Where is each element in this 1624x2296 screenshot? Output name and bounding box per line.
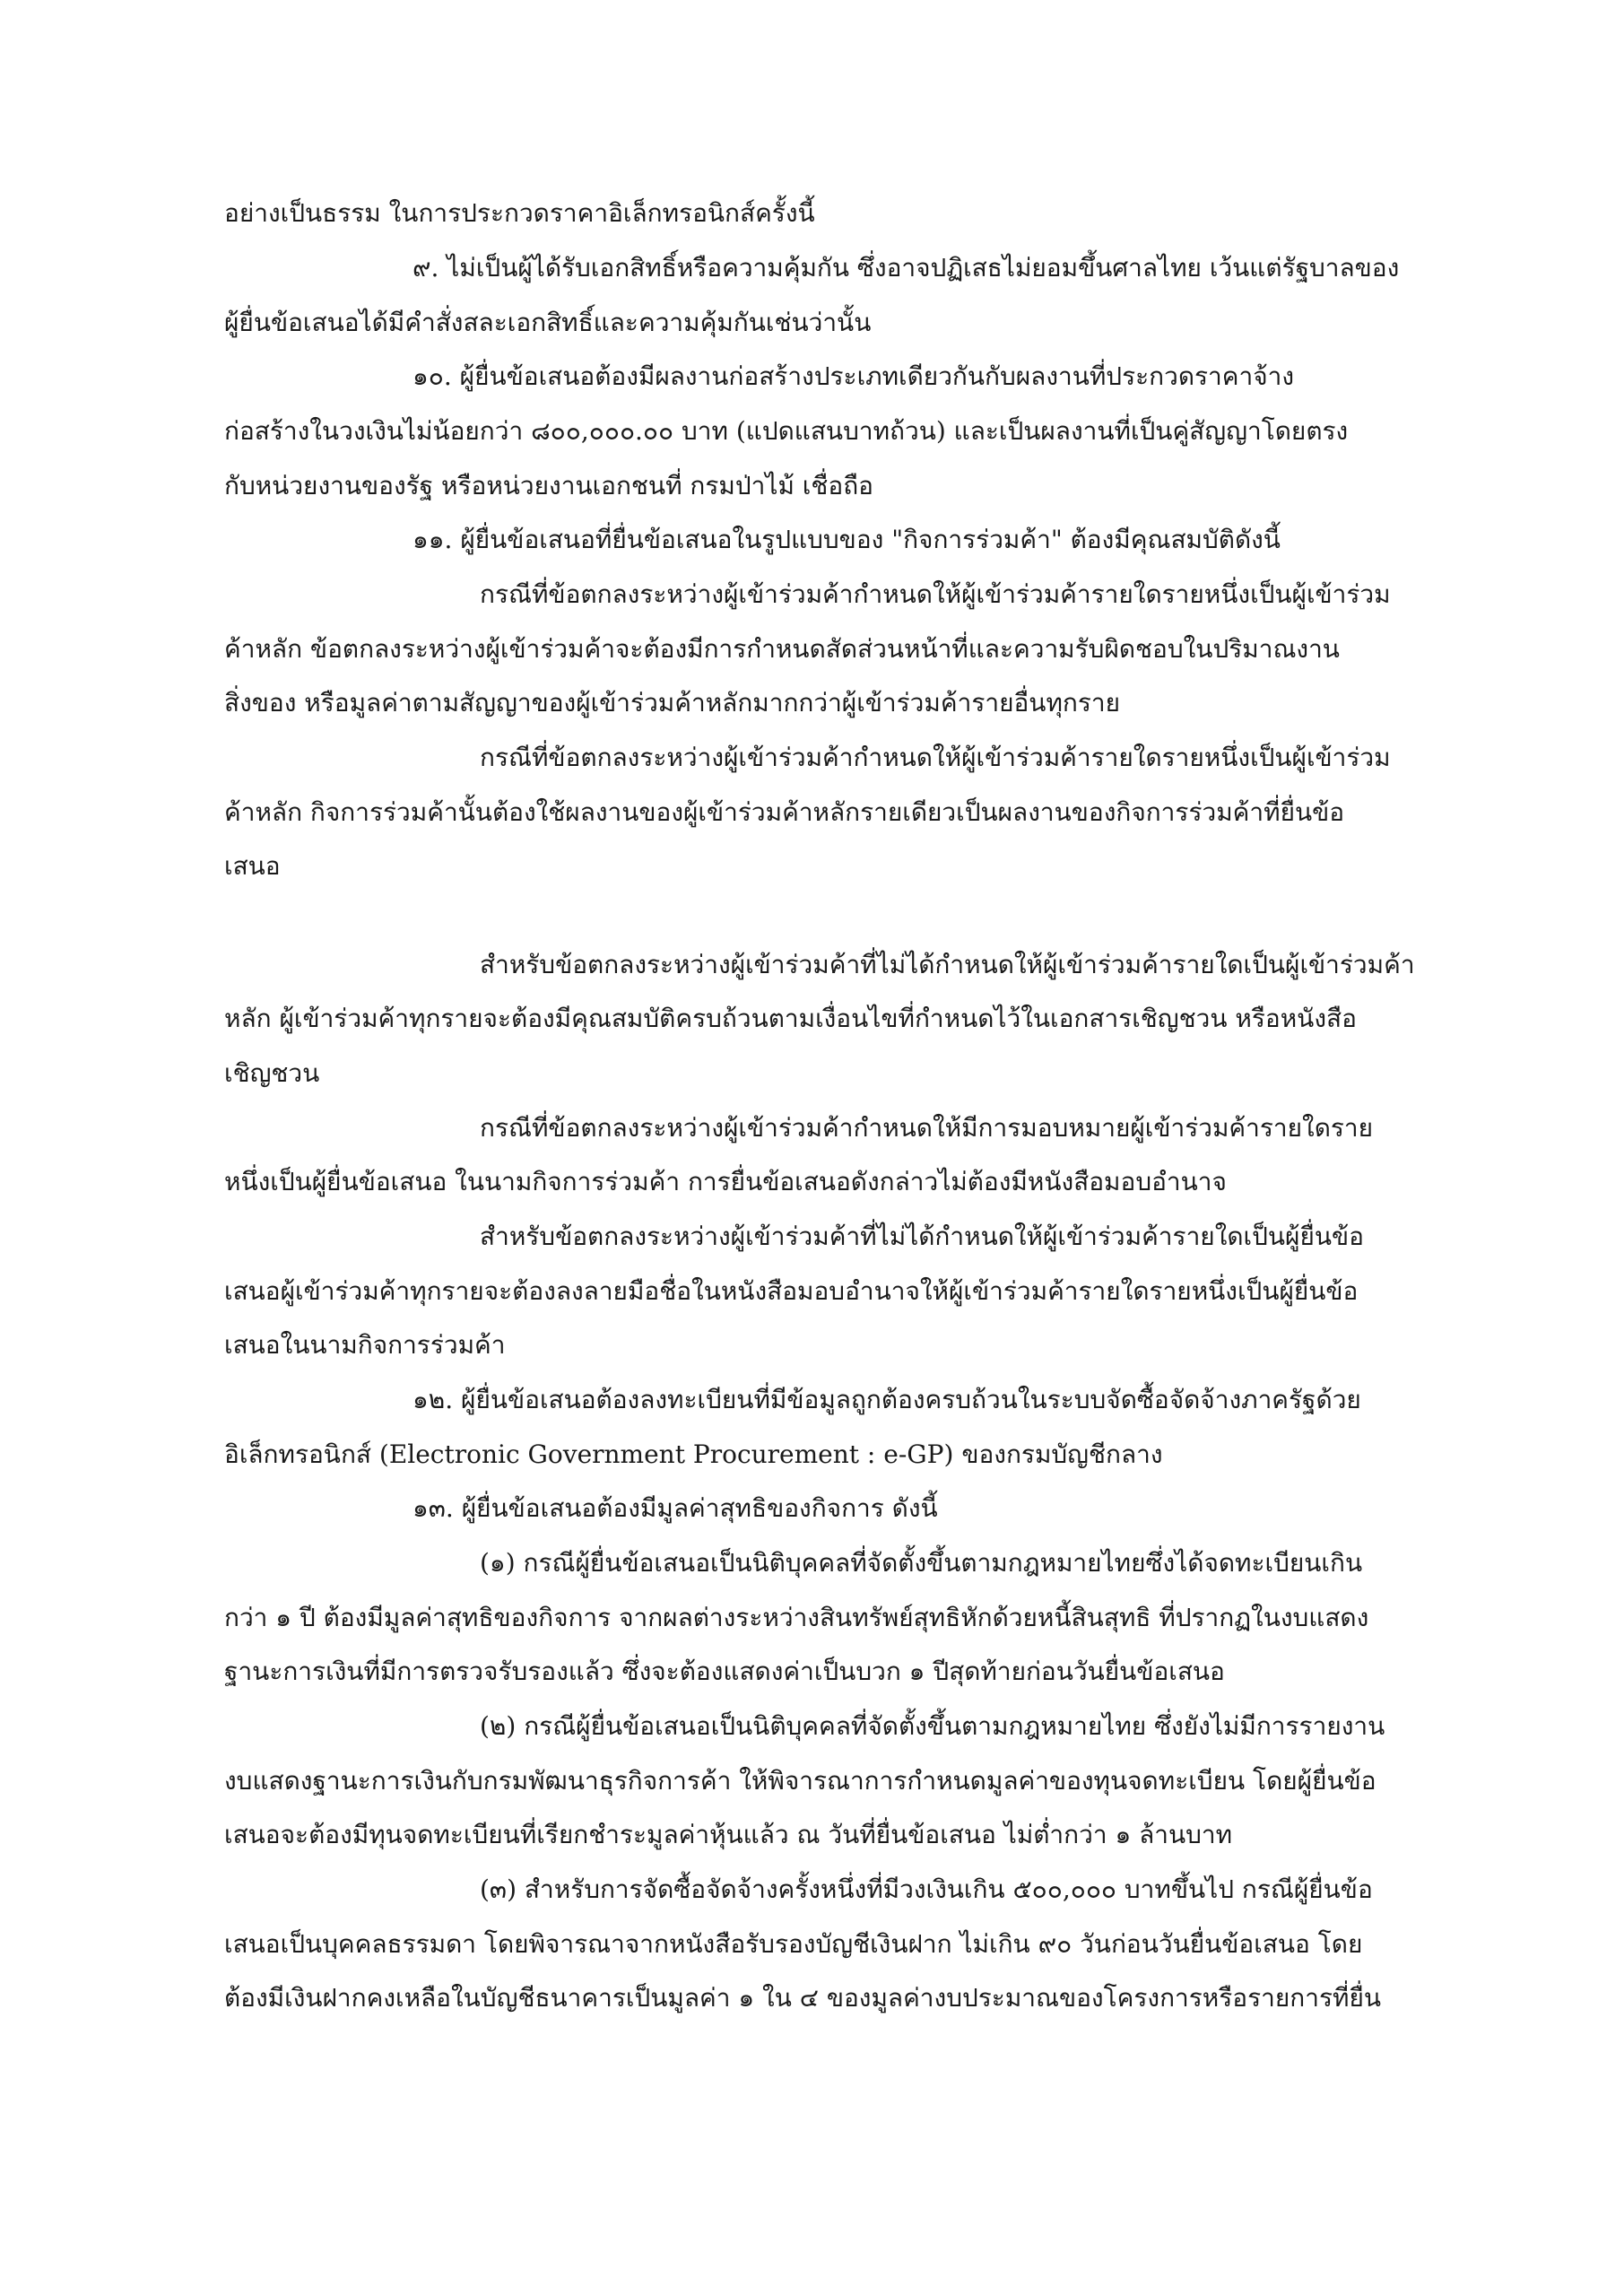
text-line: เสนอจะต้องมีทุนจดทะเบียนที่เรียกชำระมูลค่าหุ้นแล้ว ณ วันที่ยื่นข้อเสนอ ไม่ต่ำกว่า ๑ ล้านบาท xyxy=(224,1820,1233,1849)
text-line: ค้าหลัก กิจการร่วมค้านั้นต้องใช้ผลงานของผู้เข้าร่วมค้าหลักรายเดียวเป็นผลงานของกิจการร่วมค้าที่ยื่นข้อ xyxy=(224,797,1345,827)
text-line: ฐานะการเงินที่มีการตรวจรับรองแล้ว ซึ่งจะต้องแสดงค่าเป็นบวก ๑ ปีสุดท้ายก่อนวันยื่นข้อเสนอ xyxy=(224,1657,1225,1686)
text-line: สิ่งของ หรือมูลค่าตามสัญญาของผู้เข้าร่วมค้าหลักมากกว่าผู้เข้าร่วมค้ารายอื่นทุกราย xyxy=(224,688,1121,718)
text-line: (๒) กรณีผู้ยื่นข้อเสนอเป็นนิติบุคคลที่จัดตั้งขึ้นตามกฎหมายไทย ซึ่งยังไม่มีการรายงาน xyxy=(480,1711,1385,1741)
text-line: ค้าหลัก ข้อตกลงระหว่างผู้เข้าร่วมค้าจะต้องมีการกำหนดสัดส่วนหน้าที่และความรับผิดชอบในปริมาณงาน xyxy=(224,634,1340,664)
text-line: ๑๓. ผู้ยื่นข้อเสนอต้องมีมูลค่าสุทธิของกิจการ ดังนี้ xyxy=(413,1493,938,1523)
text-line: ๑๐. ผู้ยื่นข้อเสนอต้องมีผลงานก่อสร้างประเภทเดียวกันกับผลงานที่ประกวดราคาจ้าง xyxy=(413,361,1295,391)
text-line: อิเล็กทรอนิกส์ (Electronic Government Procurement : e-GP) ของกรมบัญชีกลาง xyxy=(224,1439,1163,1469)
text-line: อย่างเป็นธรรม ในการประกวดราคาอิเล็กทรอนิกส์ครั้งนี้ xyxy=(224,198,815,228)
text-line: สำหรับข้อตกลงระหว่างผู้เข้าร่วมค้าที่ไม่ได้กำหนดให้ผู้เข้าร่วมค้ารายใดเป็นผู้เข้าร่วมค้า xyxy=(480,950,1415,979)
text-line: เสนอผู้เข้าร่วมค้าทุกรายจะต้องลงลายมือชื่อในหนังสือมอบอำนาจให้ผู้เข้าร่วมค้ารายใดรายหนึ่งเป็นผู้ยื่นข้อ xyxy=(224,1276,1359,1306)
text-line: สำหรับข้อตกลงระหว่างผู้เข้าร่วมค้าที่ไม่ได้กำหนดให้ผู้เข้าร่วมค้ารายใดเป็นผู้ยื่นข้อ xyxy=(480,1222,1364,1251)
text-line: เสนอในนามกิจการร่วมค้า xyxy=(224,1330,506,1360)
text-line: กว่า ๑ ปี ต้องมีมูลค่าสุทธิของกิจการ จากผลต่างระหว่างสินทรัพย์สุทธิหักด้วยหนี้สินสุทธิ ที่ปรากฏในงบแสดง xyxy=(224,1603,1369,1632)
text-line: ๑๑. ผู้ยื่นข้อเสนอที่ยื่นข้อเสนอในรูปแบบของ "กิจการร่วมค้า" ต้องมีคุณสมบัติดังนี้ xyxy=(413,525,1281,554)
text-line: เสนอ xyxy=(224,851,281,881)
text-line: กรณีที่ข้อตกลงระหว่างผู้เข้าร่วมค้ากำหนดให้มีการมอบหมายผู้เข้าร่วมค้ารายใดราย xyxy=(480,1113,1374,1143)
text-line: ๙. ไม่เป็นผู้ได้รับเอกสิทธิ์หรือความคุ้มกัน ซึ่งอาจปฏิเสธไม่ยอมขึ้นศาลไทย เว้นแต่รัฐบาลของ xyxy=(413,253,1400,283)
text-line: กรณีที่ข้อตกลงระหว่างผู้เข้าร่วมค้ากำหนดให้ผู้เข้าร่วมค้ารายใดรายหนึ่งเป็นผู้เข้าร่วม xyxy=(480,579,1391,609)
text-line: งบแสดงฐานะการเงินกับกรมพัฒนาธุรกิจการค้า ให้พิจารณาการกำหนดมูลค่าของทุนจดทะเบียน โดยผู้ยื่นข้อ xyxy=(224,1766,1376,1796)
text-line: หนึ่งเป็นผู้ยื่นข้อเสนอ ในนามกิจการร่วมค้า การยื่นข้อเสนอดังกล่าวไม่ต้องมีหนังสือมอบอำนาจ xyxy=(224,1167,1227,1196)
text-line: ก่อสร้างในวงเงินไม่น้อยกว่า ๘๐๐,๐๐๐.๐๐ บาท (แปดแสนบาทถ้วน) และเป็นผลงานที่เป็นคู่สัญญาโดยตรง xyxy=(224,416,1349,446)
text-line: หลัก ผู้เข้าร่วมค้าทุกรายจะต้องมีคุณสมบัติครบถ้วนตามเงื่อนไขที่กำหนดไว้ในเอกสารเชิญชวน หรือหนังสือ xyxy=(224,1004,1357,1033)
text-line: กับหน่วยงานของรัฐ หรือหน่วยงานเอกชนที่ กรมป่าไม้ เชื่อถือ xyxy=(224,471,873,500)
text-line: (๑) กรณีผู้ยื่นข้อเสนอเป็นนิติบุคคลที่จัดตั้งขึ้นตามกฎหมายไทยซึ่งได้จดทะเบียนเกิน xyxy=(480,1548,1363,1578)
text-line: เสนอเป็นบุคคลธรรมดา โดยพิจารณาจากหนังสือรับรองบัญชีเงินฝาก ไม่เกิน ๙๐ วันก่อนวันยื่นข้อเสนอ โดย xyxy=(224,1929,1363,1959)
text-line: ๑๒. ผู้ยื่นข้อเสนอต้องลงทะเบียนที่มีข้อมูลถูกต้องครบถ้วนในระบบจัดซื้อจัดจ้างภาครัฐด้วย xyxy=(413,1385,1361,1414)
text-line: เชิญชวน xyxy=(224,1058,320,1088)
text-line: กรณีที่ข้อตกลงระหว่างผู้เข้าร่วมค้ากำหนดให้ผู้เข้าร่วมค้ารายใดรายหนึ่งเป็นผู้เข้าร่วม xyxy=(480,743,1391,772)
text-line: ต้องมีเงินฝากคงเหลือในบัญชีธนาคารเป็นมูลค่า ๑ ใน ๔ ของมูลค่างบประมาณของโครงการหรือรายการที่ยื่น xyxy=(224,1983,1381,2013)
text-line: (๓) สำหรับการจัดซื้อจัดจ้างครั้งหนึ่งที่มีวงเงินเกิน ๕๐๐,๐๐๐ บาทขึ้นไป กรณีผู้ยื่นข้อ xyxy=(480,1874,1373,1904)
text-line: ผู้ยื่นข้อเสนอได้มีคำสั่งสละเอกสิทธิ์และความคุ้มกันเช่นว่านั้น xyxy=(224,308,872,337)
